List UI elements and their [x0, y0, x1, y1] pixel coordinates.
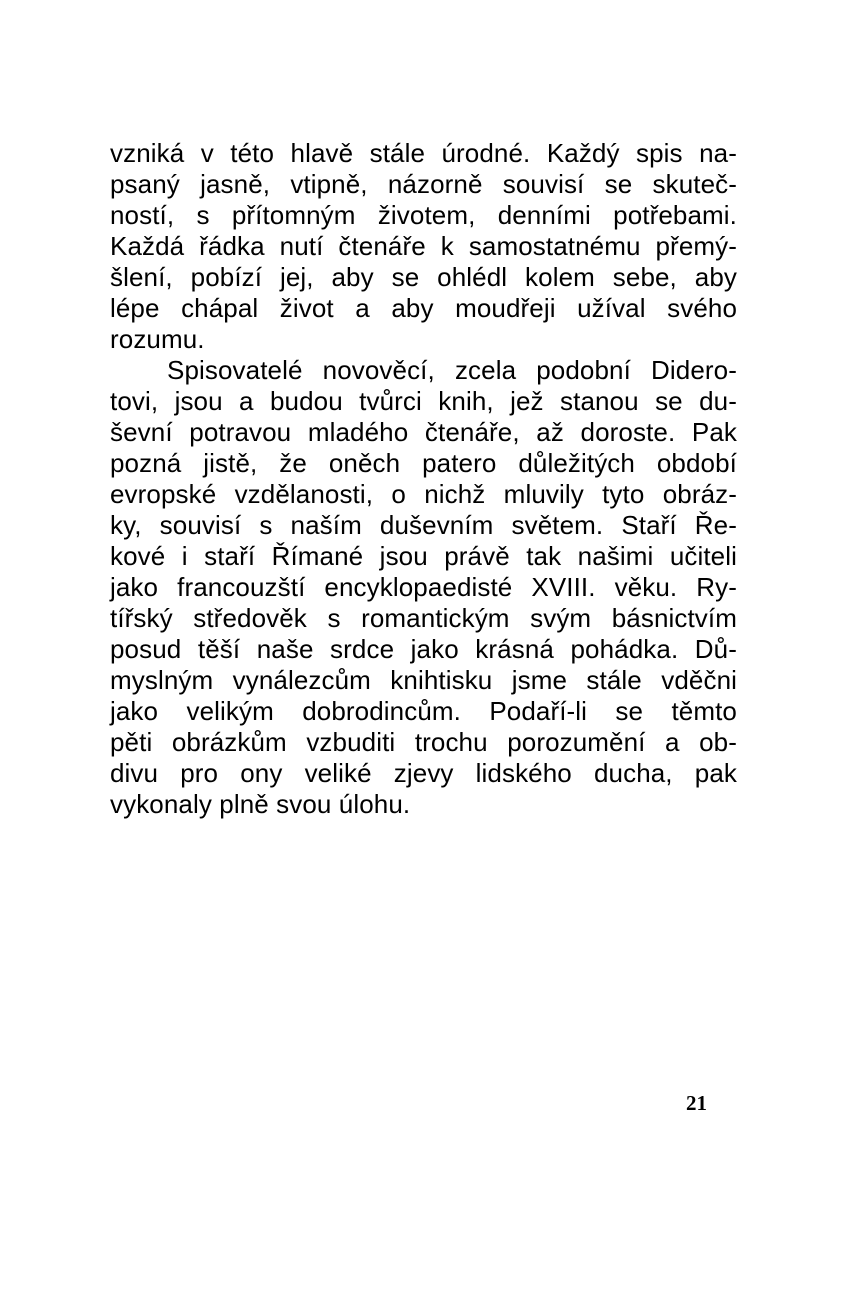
text-line: pěti obrázkům vzbuditi trochu porozumění a ob-: [110, 727, 737, 757]
text-line: lépe chápal život a aby moudřeji užíval svého: [110, 293, 737, 323]
text-line: evropské vzdělanosti, o nichž mluvily tyto obráz-: [110, 479, 737, 509]
text-line: ností, s přítomným životem, denními potřebami.: [110, 200, 737, 230]
text-line: šlení, pobízí jej, aby se ohlédl kolem sebe, aby: [110, 262, 737, 292]
text-line: vykonaly plně svou úlohu.: [110, 789, 411, 819]
page-number: 21: [686, 1091, 707, 1115]
text-line: jako velikým dobrodincům. Podaří-li se těmto: [110, 696, 737, 726]
text-line: Každá řádka nutí čtenáře k samostatnému přemý-: [110, 231, 737, 261]
text-line: ky, souvisí s naším duševním světem. Staří Ře-: [110, 510, 737, 540]
body-text: [110, 138, 737, 820]
text-line: divu pro ony veliké zjevy lidského ducha, pak: [110, 758, 737, 788]
text-line: ševní potravou mladého čtenáře, až doroste. Pak: [110, 417, 737, 447]
text-line: tířský středověk s romantickým svým básnictvím: [110, 603, 737, 633]
text-line: jako francouzští encyklopaedisté XVIII. věku. Ry-: [110, 572, 737, 602]
text-line: tovi, jsou a budou tvůrci knih, jež stanou se du-: [110, 386, 737, 416]
text-line-paragraph-start: Spisovatelé novověcí, zcela podobní Didero-: [167, 355, 737, 385]
text-line: myslným vynálezcům knihtisku jsme stále vděčni: [110, 665, 737, 695]
text-line: pozná jistě, že oněch patero důležitých období: [110, 448, 737, 478]
text-line: psaný jasně, vtipně, názorně souvisí se skuteč-: [110, 169, 737, 199]
text-line: rozumu.: [110, 324, 205, 354]
text-line: vzniká v této hlavě stále úrodné. Každý spis na-: [110, 138, 737, 168]
text-line: posud těší naše srdce jako krásná pohádka. Dů-: [110, 634, 737, 664]
text-line: kové i staří Římané jsou právě tak našimi učiteli: [110, 541, 737, 571]
